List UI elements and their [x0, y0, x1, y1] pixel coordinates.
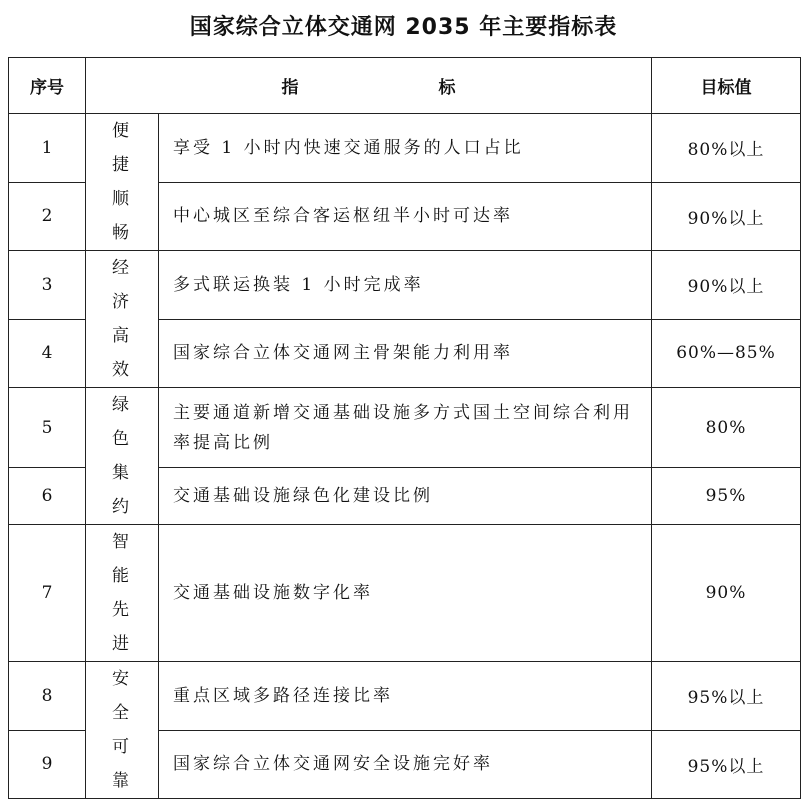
row-number: 4 [9, 319, 86, 388]
row-number: 8 [9, 662, 86, 731]
header-no: 序号 [9, 58, 86, 114]
table-row [9, 251, 801, 320]
row-number: 9 [9, 730, 86, 799]
target-value: 90% [652, 525, 801, 662]
target-value: 80%以上 [652, 114, 801, 183]
indicator-cell: 交通基础设施绿色化建设比例 [159, 468, 652, 525]
table-header-row [9, 58, 801, 114]
target-value: 60%—85% [652, 319, 801, 388]
target-value: 95%以上 [652, 730, 801, 799]
table-row [9, 525, 801, 662]
row-number: 2 [9, 182, 86, 251]
row-number: 6 [9, 468, 86, 525]
indicator-cell: 交通基础设施数字化率 [159, 525, 652, 662]
indicator-cell: 国家综合立体交通网安全设施完好率 [159, 730, 652, 799]
row-number: 7 [9, 525, 86, 662]
indicator-cell: 多式联运换装 1 小时完成率 [159, 251, 652, 320]
indicator-table [8, 57, 801, 799]
header-indicator: 指标 [86, 58, 652, 114]
category-cell: 智能先进 [86, 525, 159, 662]
page-title: 国家综合立体交通网 2035 年主要指标表 [189, 15, 618, 40]
row-number: 3 [9, 251, 86, 320]
category-cell: 便捷顺畅 [86, 114, 159, 251]
target-value: 90%以上 [652, 251, 801, 320]
table-row [9, 388, 801, 468]
target-value: 95%以上 [652, 662, 801, 731]
target-value: 80% [652, 388, 801, 468]
category-cell: 经济高效 [86, 251, 159, 388]
target-value: 90%以上 [652, 182, 801, 251]
indicator-cell: 国家综合立体交通网主骨架能力利用率 [159, 319, 652, 388]
indicator-cell: 主要通道新增交通基础设施多方式国土空间综合利用率提高比例 [159, 388, 652, 468]
table-row [9, 662, 801, 731]
category-cell: 安全可靠 [86, 662, 159, 799]
category-cell: 绿色集约 [86, 388, 159, 525]
table-row [9, 114, 801, 183]
indicator-cell: 中心城区至综合客运枢纽半小时可达率 [159, 182, 652, 251]
row-number: 1 [9, 114, 86, 183]
target-value: 95% [652, 468, 801, 525]
indicator-cell: 享受 1 小时内快速交通服务的人口占比 [159, 114, 652, 183]
indicator-cell: 重点区域多路径连接比率 [159, 662, 652, 731]
header-target: 目标值 [652, 58, 801, 114]
row-number: 5 [9, 388, 86, 468]
